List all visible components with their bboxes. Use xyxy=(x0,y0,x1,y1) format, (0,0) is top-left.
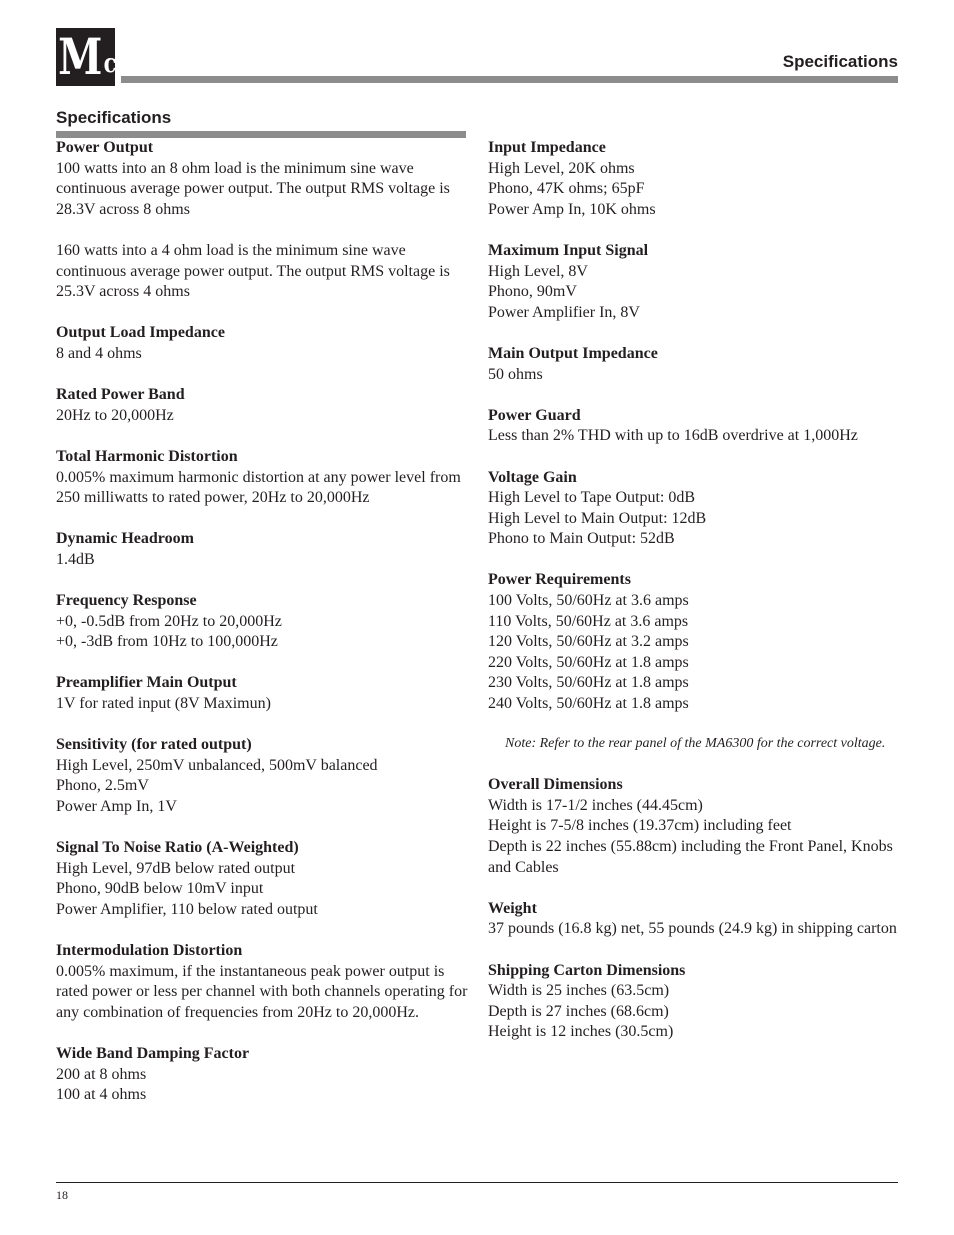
spec-value-line: Phono, 47K ohms; 65pF xyxy=(488,180,645,198)
spec-weight xyxy=(488,899,898,940)
spec-value-line: 230 Volts, 50/60Hz at 1.8 amps xyxy=(488,674,689,692)
spec-power-output xyxy=(56,138,470,303)
spec-value-line: 20Hz to 20,000Hz xyxy=(56,406,174,424)
spec-value-line: Power Amplifier, 110 below rated output xyxy=(56,900,318,918)
spec-value-line: Less than 2% THD with up to 16dB overdrive at 1,000Hz xyxy=(488,427,858,445)
section-rule xyxy=(56,131,466,138)
spec-rated-power-band xyxy=(56,385,470,426)
spec-heading: Input Impedance xyxy=(488,139,606,156)
page-number: 18 xyxy=(56,1188,68,1202)
spec-value-line: Width is 25 inches (63.5cm) xyxy=(488,982,670,1000)
right-column xyxy=(488,138,898,1064)
spec-sensitivity-for-rated-output xyxy=(56,735,470,817)
spec-value-line: Phono, 90mV xyxy=(488,283,577,301)
spec-value-line: +0, -3dB from 10Hz to 100,000Hz xyxy=(56,633,278,651)
spec-heading: Rated Power Band xyxy=(56,386,185,404)
spec-value-paragraph: Depth is 22 inches (55.88cm) including the Front Panel, Knobs and Cables xyxy=(488,838,893,876)
spec-total-harmonic-distortion xyxy=(56,447,470,509)
spec-value-line: Height is 7-5/8 inches (19.37cm) including feet xyxy=(488,817,792,835)
spec-intermodulation-distortion xyxy=(56,941,470,1023)
spec-value-line: Phono to Main Output: 52dB xyxy=(488,530,675,548)
spec-heading: Power Guard xyxy=(488,406,581,424)
spec-value-line: Width is 17-1/2 inches (44.45cm) xyxy=(488,796,703,814)
spec-heading: Main Output Impedance xyxy=(488,344,658,362)
spec-value-line: 1V for rated input (8V Maximun) xyxy=(56,695,271,713)
spec-heading: Power Output xyxy=(56,139,154,156)
spec-heading: Total Harmonic Distortion xyxy=(56,447,238,465)
logo-letter-m: M xyxy=(58,27,100,86)
spec-value-line: 220 Volts, 50/60Hz at 1.8 amps xyxy=(488,653,689,671)
spec-output-load-impedance xyxy=(56,323,470,364)
spec-dynamic-headroom xyxy=(56,529,470,570)
spec-heading: Voltage Gain xyxy=(488,468,577,486)
spec-value-line: 8 and 4 ohms xyxy=(56,344,142,362)
logo-letter-c: c xyxy=(103,49,117,79)
spec-input-impedance xyxy=(488,138,898,220)
header-rule xyxy=(121,76,898,83)
spec-value-line: 240 Volts, 50/60Hz at 1.8 amps xyxy=(488,695,689,713)
spec-power-guard xyxy=(488,406,898,447)
spec-value-line: High Level, 8V xyxy=(488,262,588,280)
spec-value-line: High Level, 20K ohms xyxy=(488,159,635,177)
spec-value-line: 110 Volts, 50/60Hz at 3.6 amps xyxy=(488,612,689,630)
spec-value-line: 1.4dB xyxy=(56,550,95,568)
spec-shipping-carton-dimensions xyxy=(488,961,898,1043)
spec-value-line: 100 at 4 ohms xyxy=(56,1086,147,1104)
spec-frequency-response xyxy=(56,591,470,653)
left-column xyxy=(56,138,470,1127)
spec-heading: Output Load Impedance xyxy=(56,324,225,342)
spec-overall-dimensions xyxy=(488,775,898,878)
section-title: Specifications xyxy=(56,108,172,127)
header-title: Specifications xyxy=(782,52,898,71)
spec-main-output-impedance xyxy=(488,344,898,385)
spec-value-line: Height is 12 inches (30.5cm) xyxy=(488,1023,674,1041)
spec-heading: Sensitivity (for rated output) xyxy=(56,736,252,754)
spec-heading: Shipping Carton Dimensions xyxy=(488,961,686,979)
footer-rule xyxy=(56,1182,898,1183)
spec-voltage-gain xyxy=(488,468,898,550)
spec-power-requirements xyxy=(488,570,898,714)
spec-value-line: Power Amplifier In, 8V xyxy=(488,303,640,321)
spec-heading: Preamplifier Main Output xyxy=(56,674,237,692)
spec-value-line: 100 Volts, 50/60Hz at 3.6 amps xyxy=(488,592,689,610)
spec-value-line: +0, -0.5dB from 20Hz to 20,000Hz xyxy=(56,612,282,630)
spec-value-line: Phono, 90dB below 10mV input xyxy=(56,880,264,898)
spec-value-paragraph: 100 watts into an 8 ohm load is the minimum sine wave continuous average power output. The output RMS voltage is 28.3V across 8 ohms xyxy=(56,159,450,218)
paragraph-gap xyxy=(56,220,470,241)
spec-heading: Frequency Response xyxy=(56,592,197,610)
spec-value-line: 200 at 8 ohms xyxy=(56,1065,147,1083)
spec-value-paragraph: 0.005% maximum harmonic distortion at any power level from 250 milliwatts to rated power, 20Hz to 20,000Hz xyxy=(56,468,461,507)
spec-value-line: 120 Volts, 50/60Hz at 3.2 amps xyxy=(488,633,689,651)
spec-signal-to-noise-ratio-a-weighted xyxy=(56,838,470,920)
spec-wide-band-damping-factor xyxy=(56,1044,470,1106)
spec-heading: Maximum Input Signal xyxy=(488,241,649,259)
spec-value-line: High Level, 250mV unbalanced, 500mV balanced xyxy=(56,756,378,774)
spec-heading: Overall Dimensions xyxy=(488,776,623,794)
spec-value-line: High Level to Main Output: 12dB xyxy=(488,509,707,527)
spec-value-line: Power Amp In, 10K ohms xyxy=(488,200,656,218)
spec-value-line: Power Amp In, 1V xyxy=(56,798,177,815)
mcintosh-logo xyxy=(56,28,115,86)
spec-preamplifier-main-output xyxy=(56,673,470,714)
spec-value-line: Depth is 27 inches (68.6cm) xyxy=(488,1002,669,1020)
spec-value-line: Phono, 2.5mV xyxy=(56,777,149,795)
spec-value-line: High Level to Tape Output: 0dB xyxy=(488,489,695,507)
spec-value-paragraph: 160 watts into a 4 ohm load is the minimum sine wave continuous average power output. The output RMS voltage is 25.3V across 4 ohms xyxy=(56,241,450,301)
spec-value-paragraph: 0.005% maximum, if the instantaneous peak power output is rated power or less per channel with both channels operating for any combination of frequencies from 20Hz to 20,000Hz. xyxy=(56,962,468,1021)
spec-value-line: 50 ohms xyxy=(488,365,543,383)
spec-value-paragraph: 37 pounds (16.8 kg) net, 55 pounds (24.9 kg) in shipping carton xyxy=(488,920,897,938)
spec-heading: Intermodulation Distortion xyxy=(56,942,243,960)
spec-heading: Signal To Noise Ratio (A-Weighted) xyxy=(56,839,299,857)
voltage-note: Note: Refer to the rear panel of the MA6300 for the correct voltage. xyxy=(505,736,886,752)
spec-maximum-input-signal xyxy=(488,241,898,323)
spec-heading: Dynamic Headroom xyxy=(56,530,194,548)
spec-heading: Weight xyxy=(488,899,537,917)
spec-heading: Wide Band Damping Factor xyxy=(56,1045,250,1063)
spec-value-line: High Level, 97dB below rated output xyxy=(56,859,296,877)
spec-heading: Power Requirements xyxy=(488,571,631,589)
